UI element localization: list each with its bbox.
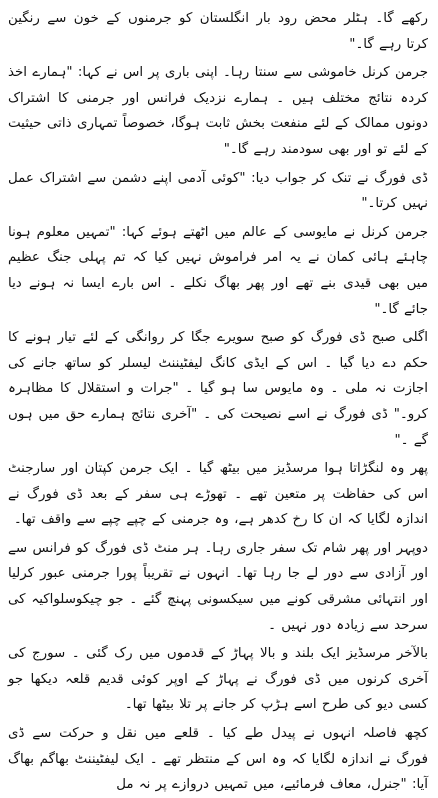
paragraph-7: دوپہر اور پھر شام تک سفر جاری رہا۔ ہر منٹ ڈی فورگ کو فرانس سے اور آزادی سے دور لے جا رہا تھا۔ انہوں نے تقریباً پورا جرمنی عبور کرلیا اور انتہائی مشرقی کونے میں سیکسونی پہنچ گئے ۔ جو چیکوسلواکیہ کی سرحد سے زیادہ دور نہیں ۔ xyxy=(8,540,428,633)
paragraph-4: جرمن کرنل نے مایوسی کے عالم میں اٹھتے ہوئے کہا: "تمہیں معلوم ہونا چاہئے ہائی کمان نے یہ امر فراموش نہیں کیا کہ تم پہلی جنگ عظیم میں بھی قیدی بنے تھے اور پھر بھاگ نکلے ۔ اس بارے ایسا نہ ہونے دیا جائے گا۔" xyxy=(8,224,428,317)
paragraph-3: ڈی فورگ نے تنک کر جواب دیا: "کوئی آدمی اپنے دشمن سے اشتراک عمل نہیں کرتا۔" xyxy=(8,170,428,212)
paragraph-5: اگلی صبح ڈی فورگ کو صبح سویرے جگا کر روانگی کے لئے تیار ہونے کا حکم دے دیا گیا ۔ اس کے ایڈی کانگ لیفٹیننٹ لیسلر کو ساتھ جانے کی اجازت نہ ملی ۔ وہ مایوس سا ہو گیا ۔ "جرات و استقلال کا مظاہرہ کرو۔" ڈی فورگ نے اسے نصیحت کی ۔ "آخری نتائج ہمارے حق میں ہوں گے ۔" xyxy=(8,330,428,448)
paragraph-1: رکھے گا۔ ہٹلر محض رود بار انگلستان کو جرمنوں کے خون سے رنگین کرتا رہے گا۔" xyxy=(8,11,428,52)
paragraph-9: کچھ فاصلہ انہوں نے پیدل طے کیا ۔ قلعے میں نقل و حرکت سے ڈی فورگ نے اندازہ لگایا کہ وہ اس کے منتظر تھے ۔ ایک لیفٹیننٹ بھاگم بھاگ آیا: "جنرل، معاف فرمائیے، میں تمہیں دروازے پر نہ مل xyxy=(8,726,428,793)
paragraph-8: بالآخر مرسڈیز ایک بلند و بالا پہاڑ کے قدموں میں رک گئی ۔ سورج کی آخری کرنوں میں ڈی فورگ نے پہاڑ کے اوپر کوئی قدیم قلعہ دیکھا جو کسی دیو کی طرح اسے ہڑپ کر جانے پر تلا بیٹھا تھا۔ xyxy=(8,646,428,713)
paragraph-6: پھر وہ لنگڑاتا ہوا مرسڈیز میں بیٹھ گیا ۔ ایک جرمن کپتان اور سارجنٹ اس کی حفاظت پر متعین تھے ۔ تھوڑے ہی سفر کے بعد ڈی فورگ نے اندازہ لگایا کہ ان کا رخ کدھر ہے، وہ جرمنی کے چپے چپے سے واقف تھا۔ xyxy=(8,461,428,528)
paragraph-2: جرمن کرنل خاموشی سے سنتا رہا۔ اپنی باری پر اس نے کہا: "ہمارے اخذ کردہ نتائج مختلف ہیں ۔ ہمارے نزدیک فرانس اور جرمنی کا اشتراک دونوں ممالک کے لئے منفعت بخش ثابت ہوگا، خصوصاً تمہاری ذاتی حیثیت کے لئے تو اور بھی سودمند رہے گا۔" xyxy=(8,65,428,157)
